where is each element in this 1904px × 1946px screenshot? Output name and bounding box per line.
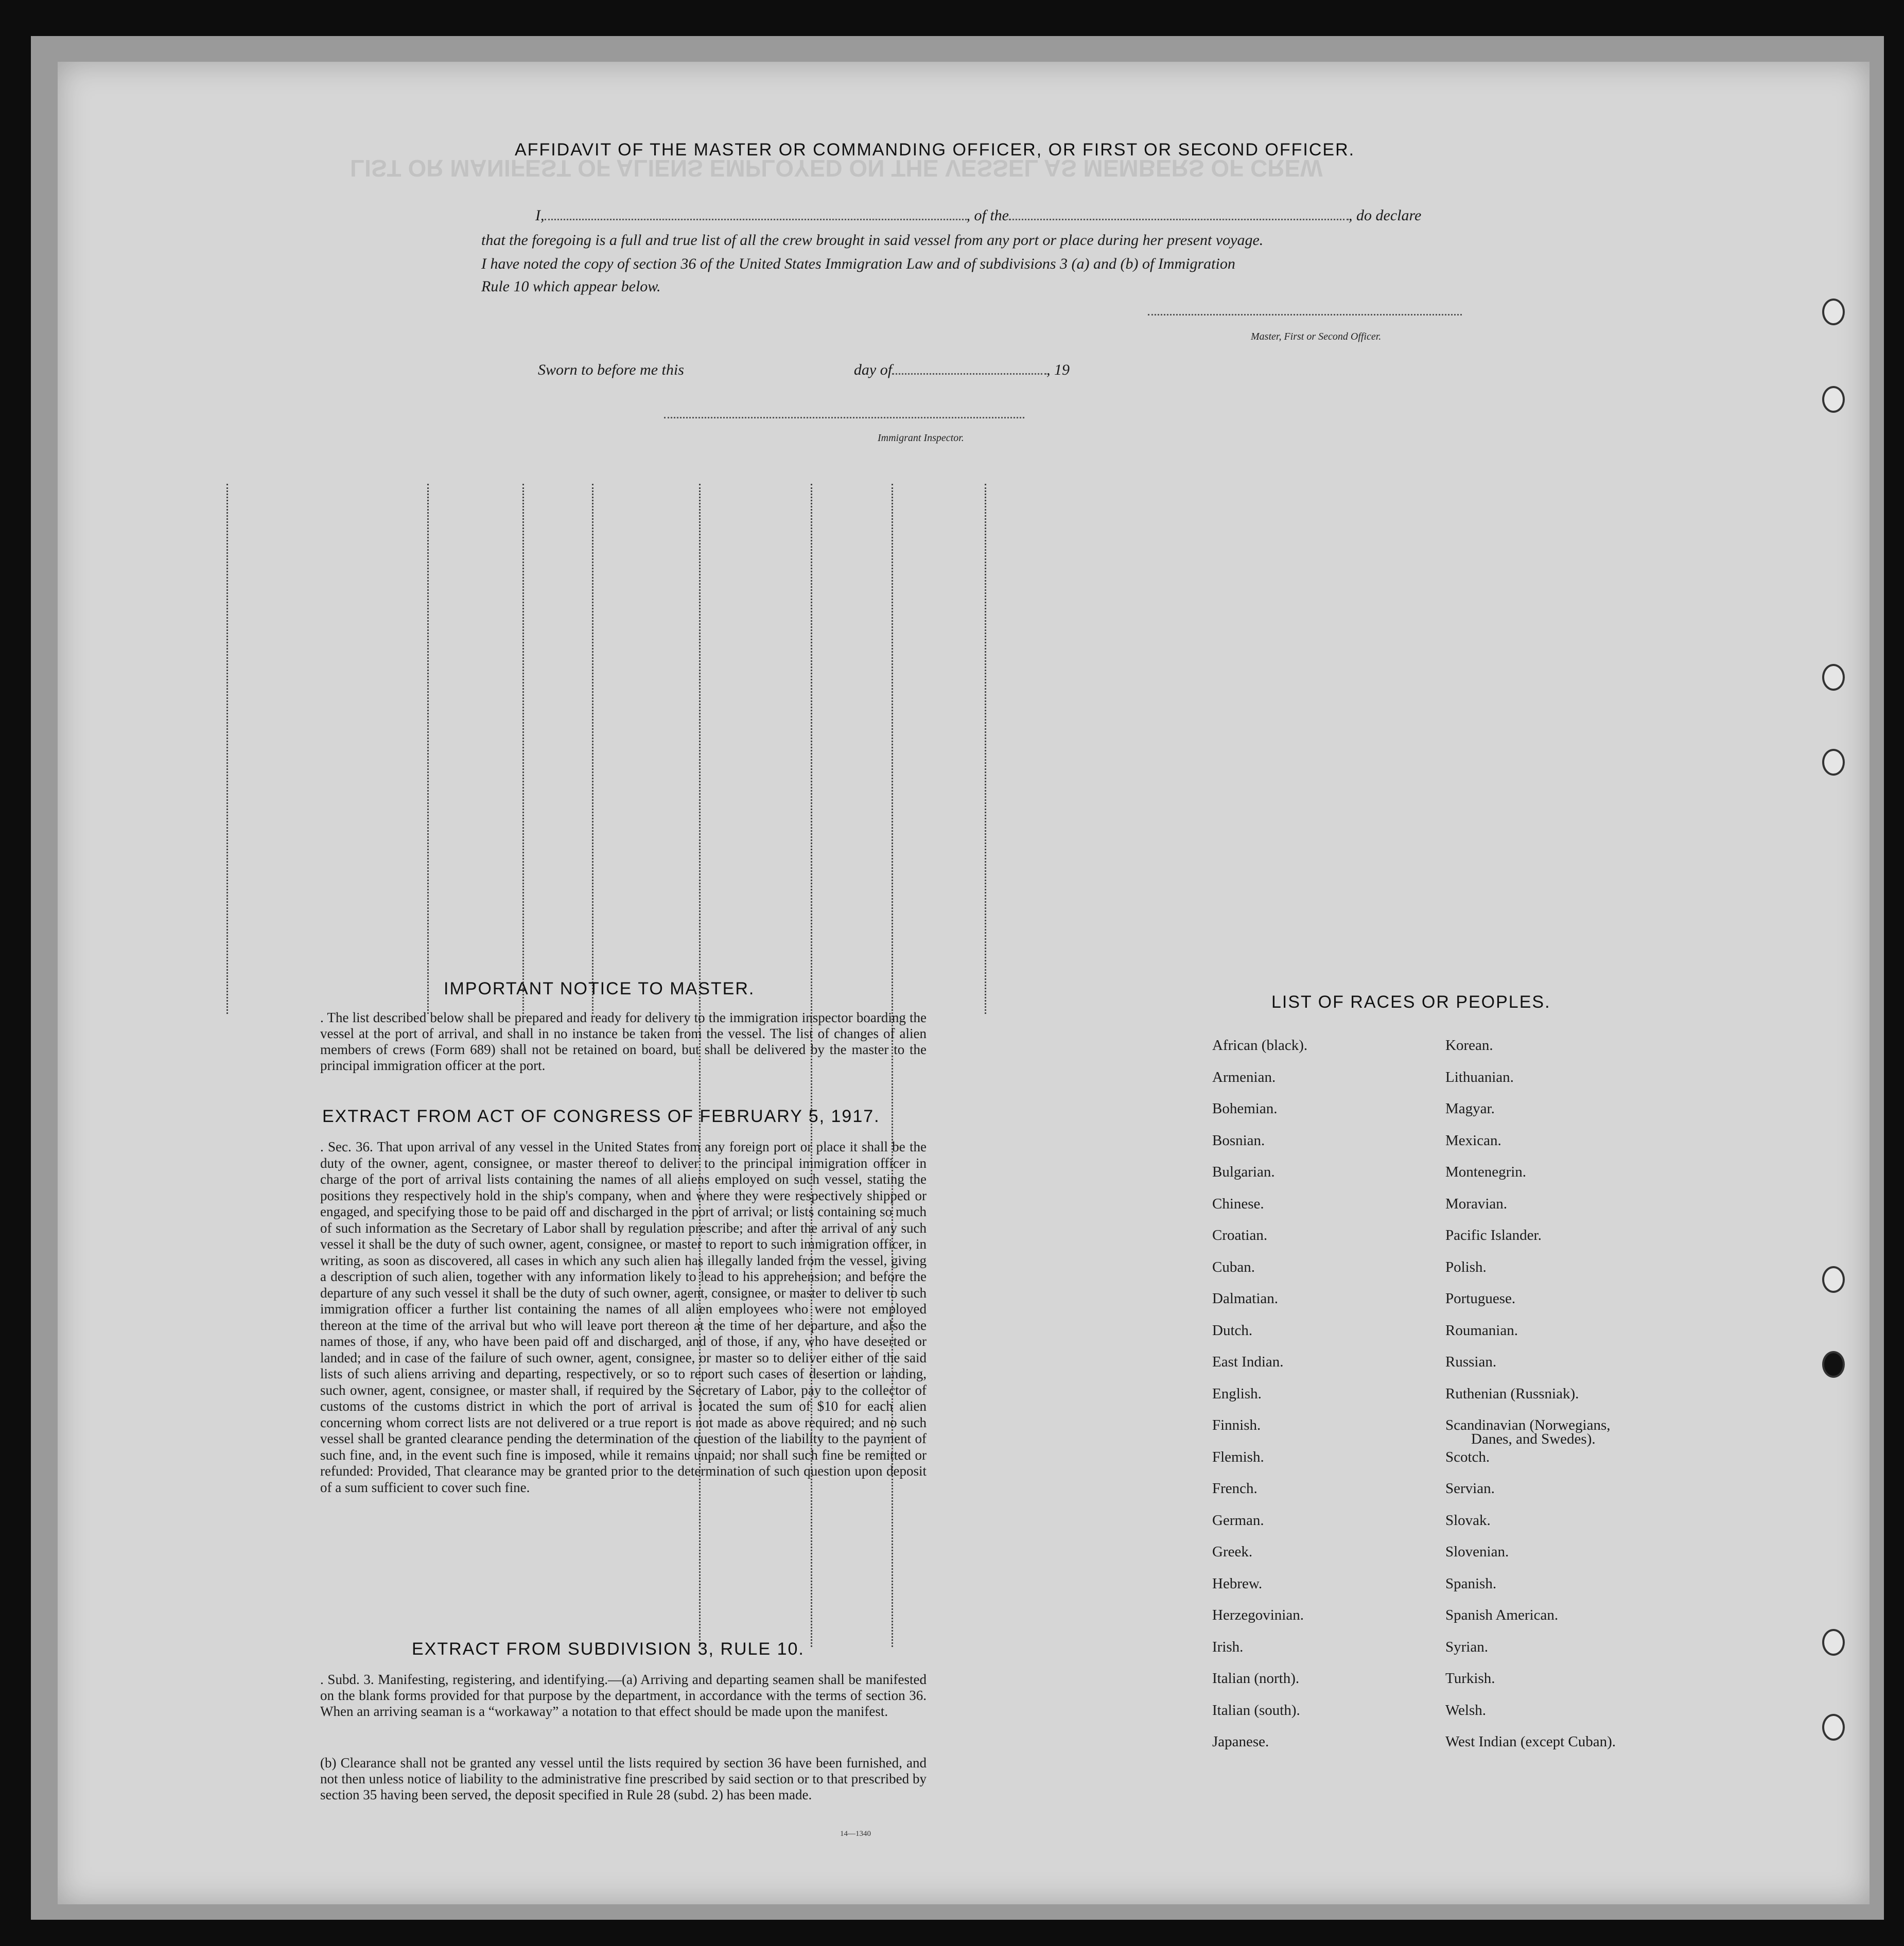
race-item: Syrian. [1445,1638,1488,1655]
punch-hole [1822,299,1845,325]
extract-rule-title: EXTRACT FROM SUBDIVISION 3, RULE 10. [412,1639,805,1659]
race-item: African (black). [1212,1037,1308,1054]
notice-title: IMPORTANT NOTICE TO MASTER. [444,979,755,998]
column-rule [592,484,595,1014]
punch-hole [1822,1629,1845,1656]
affidavit-title: AFFIDAVIT OF THE MASTER OR COMMANDING OFFICER, OR FIRST OR SECOND OFFICER. [515,140,1355,160]
race-item: Japanese. [1212,1733,1269,1750]
vessel-name-field[interactable] [1009,219,1349,220]
affidavit-line-4: Rule 10 which appear below. [481,278,661,295]
column-rule [985,484,987,1014]
form-number: 14—1340 [840,1830,871,1838]
race-item: Korean. [1445,1037,1493,1054]
punch-hole [1822,1266,1845,1293]
master-signature-line[interactable] [1148,314,1462,315]
race-item: German. [1212,1512,1264,1529]
notice-text: . The list described below shall be prepared and ready for delivery to the immigration inspector boarding the vessel at the port of arrival, and shall in no instance be taken from the vessel. The list of changes of alien members of crews (Form 689) shall not be retained on board, but shall be delivered by the master to the principal immigration officer at the port. [320,1010,927,1073]
race-item: Polish. [1445,1258,1487,1275]
race-item: Italian (north). [1212,1670,1300,1687]
race-item: Croatian. [1212,1227,1268,1243]
punch-hole [1822,386,1845,413]
race-item: Lithuanian. [1445,1068,1514,1085]
race-item: Bulgarian. [1212,1164,1275,1180]
race-item: Moravian. [1445,1195,1507,1212]
affidavit-line-2: that the foregoing is a full and true list of all the crew brought in said vessel from any port or place during her present voyage. [481,232,1264,249]
race-item: Hebrew. [1212,1575,1263,1592]
inspector-signature-line[interactable] [664,417,1024,418]
races-title: LIST OF RACES OR PEOPLES. [1271,992,1551,1012]
race-item: Montenegrin. [1445,1164,1527,1180]
race-item: Magyar. [1445,1100,1495,1117]
race-item: West Indian (except Cuban). [1445,1733,1616,1750]
race-item-continuation: Danes, and Swedes). [1471,1431,1596,1447]
race-item: Spanish. [1445,1575,1497,1592]
bleed-through-text: LIST OR MANIFEST OF ALIENS EMPLOYED ON THE VESSEL AS MEMBERS OF CREW [350,155,1323,182]
sworn-line: Sworn to before me this day of , 19 [538,361,1070,378]
master-signature-label: Master, First or Second Officer. [1251,331,1382,342]
extract-act-text: . Sec. 36. That upon arrival of any vessel in the United States from any foreign port or place it shall be the duty of the owner, agent, consignee, or master thereof to deliver to the principal immigration officer in charge of the port of arrival lists containing the names of all aliens employed on such vessel, stating the positions they respectively hold in the ship's company, when and where they were respectively shipped or engaged, and specifying those to be paid off and discharged in the port of arrival; or lists containing so much of such information as the Secretary of Labor shall by regulation prescribe; and after the arrival of any such vessel it shall be the duty of such owner, agent, consignee, or master to report to such immigration officer, in writing, as soon as discovered, all cases in which any such alien has illegally landed from the vessel, giving a description of such alien, together with any information likely to lead to his apprehension; and before the departure of any such vessel it shall be the duty of such owner, agent, consignee, or master to deliver to such immigration officer a further list containing the names of all alien employees who were not employed thereon at the time of the arrival but who will leave port thereon at the time of her departure, and also the names of those, if any, who have been paid off and discharged, and of those, if any, who have deserted or landed; and in case of the failure of such owner, agent, consignee, or master so to deliver either of the said lists of such aliens arriving and departing, respectively, or so to report such cases of desertion or landing, such owner, agent, consignee, or master shall, if required by the Secretary of Labor, pay to the collector of customs of the customs district in which the port of arrival is located the sum of $10 for each alien concerning whom correct lists are not delivered or a true report is not made as above required; and no such vessel shall be granted clearance pending the determination of the question of the liability to the payment of such fine, and, in the event such fine is imposed, while it remains unpaid; nor shall such fine be remitted or refunded: Provided, That clearance may be granted prior to the determination of such question upon deposit of a sum sufficient to cover such fine. [320,1139,927,1495]
race-item: Bosnian. [1212,1132,1265,1149]
race-item: Pacific Islander. [1445,1227,1542,1243]
race-item: Scotch. [1445,1448,1490,1465]
extract-rule-text-b: (b) Clearance shall not be granted any vessel until the lists required by section 36 have been furnished, and not then unless notice of liability to the administrative fine prescribed by said section or to that prescribed by section 35 having been served, the deposit specified in Rule 28 (subd. 2) has been made. [320,1755,927,1802]
race-item: Slovenian. [1445,1544,1509,1560]
race-item: Cuban. [1212,1258,1255,1275]
race-item: Italian (south). [1212,1702,1300,1719]
race-item: Finnish. [1212,1417,1261,1433]
race-item: Russian. [1445,1354,1497,1370]
race-item: Chinese. [1212,1195,1264,1212]
race-item: Servian. [1445,1480,1495,1497]
race-item: Turkish. [1445,1670,1495,1687]
column-rule [226,484,229,1014]
race-item: Flemish. [1212,1448,1264,1465]
punch-hole [1822,664,1845,691]
race-item: Dutch. [1212,1322,1253,1339]
document-sheet [58,62,1870,1904]
race-item: Welsh. [1445,1702,1487,1719]
race-item: Greek. [1212,1544,1253,1560]
race-item: Mexican. [1445,1132,1501,1149]
race-item: Dalmatian. [1212,1290,1279,1307]
race-item: Scandinavian (Norwegians, [1445,1417,1611,1433]
punch-hole [1822,1714,1845,1741]
race-item: Ruthenian (Russniak). [1445,1385,1579,1402]
master-name-field[interactable] [545,219,967,220]
race-item: Portuguese. [1445,1290,1516,1307]
column-rule [522,484,525,1014]
extract-act-title: EXTRACT FROM ACT OF CONGRESS OF FEBRUARY 5, 1917. [322,1107,880,1126]
punch-hole [1822,1351,1845,1378]
race-item: East Indian. [1212,1354,1284,1370]
race-item: Roumanian. [1445,1322,1518,1339]
race-item: English. [1212,1385,1262,1402]
sworn-date-field[interactable] [892,373,1046,375]
column-rule [427,484,430,1014]
affidavit-line-3: I have noted the copy of section 36 of the United States Immigration Law and of subdivisions 3 (a) and (b) of Immigration [481,255,1235,272]
punch-hole [1822,749,1845,776]
inspector-signature-label: Immigrant Inspector. [878,432,964,444]
affidavit-line-1: I, , of the , do declare [535,207,1422,224]
extract-rule-text-a: . Subd. 3. Manifesting, registering, and identifying.—(a) Arriving and departing seamen shall be manifested on the blank forms provided for that purpose by the department, in accordance with the terms of section 36. When an arriving seaman is a “workaway” a notation to that effect should be made upon the manifest. [320,1672,927,1719]
race-item: Slovak. [1445,1512,1491,1529]
race-item: French. [1212,1480,1257,1497]
race-item: Herzegovinian. [1212,1607,1304,1623]
race-item: Irish. [1212,1638,1244,1655]
race-item: Armenian. [1212,1068,1276,1085]
race-item: Spanish American. [1445,1607,1559,1623]
race-item: Bohemian. [1212,1100,1278,1117]
